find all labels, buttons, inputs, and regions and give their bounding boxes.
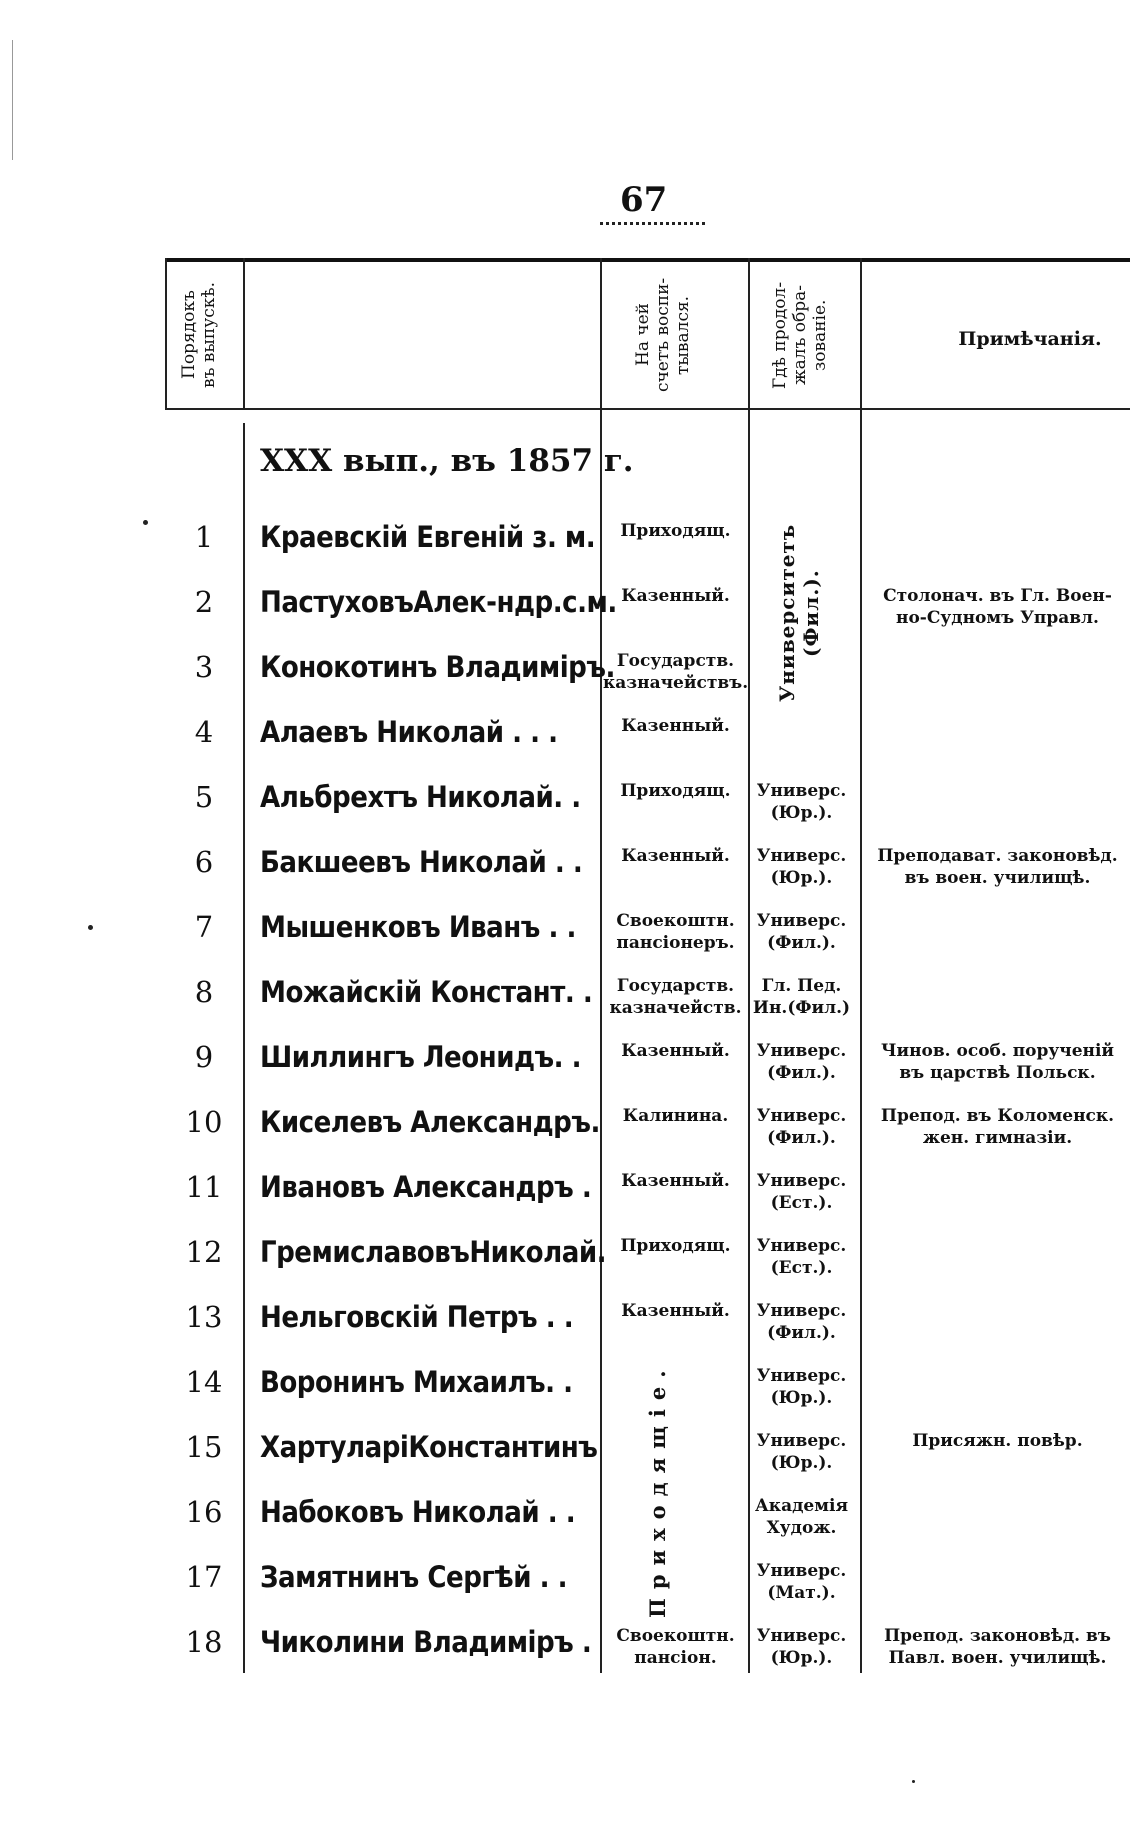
row-education: Гл. Пед. Ин.(Фил.)	[752, 976, 851, 1018]
row-funding: Казенный.	[621, 716, 730, 736]
row-name: ХартуларіКонстантинъ	[260, 1430, 598, 1464]
row-education: Универс. (Юр.).	[756, 846, 847, 888]
table-row	[165, 975, 1130, 1039]
row-notes: Чинов. особ. порученій въ царствѣ Польск.	[880, 1041, 1115, 1083]
row-number: 3	[194, 650, 214, 684]
print-speck	[912, 1780, 915, 1783]
row-funding: Казенный.	[621, 846, 730, 866]
row-education: Универс. (Фил.).	[756, 1106, 847, 1148]
row-number: 8	[194, 975, 214, 1009]
row-name: ПастуховъАлек-ндр.с.м.	[260, 585, 617, 619]
table-row	[165, 1235, 1130, 1299]
row-name: Конокотинъ Владиміръ.	[260, 650, 615, 684]
print-speck	[143, 520, 148, 525]
row-education: Универс. (Юр.).	[756, 1626, 847, 1668]
row-funding: Государств. казначействъ.	[603, 651, 749, 693]
row-education: Универс. (Юр.).	[756, 1366, 847, 1408]
row-number: 5	[194, 780, 214, 814]
row-number: 13	[185, 1300, 223, 1334]
row-funding: Казенный.	[621, 1301, 730, 1321]
page-edge-mark	[12, 40, 13, 160]
row-name: Нельговскій Петръ . .	[260, 1300, 574, 1334]
row-name: Алаевъ Николай . . .	[260, 715, 558, 749]
table-row	[165, 1105, 1130, 1169]
table-row	[165, 715, 1130, 779]
row-name: Мышенковъ Иванъ . .	[260, 910, 576, 944]
row-name: Киселевъ Александръ.	[260, 1105, 600, 1139]
row-funding: Приходящ.	[620, 1236, 731, 1256]
table-row	[165, 780, 1130, 844]
row-education: Универс. (Ест.).	[756, 1236, 847, 1278]
grouped-funding: Приходящіе.	[645, 1361, 670, 1618]
row-number: 7	[194, 910, 214, 944]
row-funding: Калинина.	[622, 1106, 729, 1126]
header-notes: Примѣчанія.	[958, 328, 1102, 350]
graduates-table	[165, 258, 1130, 1673]
header-order: Порядокъ въ выпускѣ.	[179, 281, 219, 389]
table-row	[165, 1040, 1130, 1104]
row-education: Универс. (Мат.).	[756, 1561, 847, 1603]
row-education: Академія Худож.	[754, 1496, 849, 1538]
row-number: 18	[185, 1625, 223, 1659]
row-education: Универс. (Фил.).	[756, 1041, 847, 1083]
table-row	[165, 585, 1130, 649]
row-number: 14	[185, 1365, 223, 1399]
row-number: 10	[185, 1105, 223, 1139]
row-funding: Своекоштн. пансіонеръ.	[616, 911, 735, 953]
row-number: 17	[185, 1560, 223, 1594]
row-funding: Казенный.	[621, 1041, 730, 1061]
grouped-education: Университетъ (Фил.).	[775, 523, 823, 703]
row-funding: Государств. казначейств.	[609, 976, 742, 1018]
table-top-rule	[165, 258, 1130, 262]
row-number: 9	[194, 1040, 214, 1074]
table-header-rule	[165, 408, 1130, 410]
table-row	[165, 845, 1130, 909]
row-notes: Присяжн. повѣр.	[912, 1431, 1083, 1451]
page-number-rule	[600, 222, 705, 225]
row-name: Бакшеевъ Николай . .	[260, 845, 583, 879]
row-notes: Препод. въ Коломенск. жен. гимназіи.	[880, 1106, 1115, 1148]
row-number: 2	[194, 585, 214, 619]
row-name: Шиллингъ Леонидъ. .	[260, 1040, 582, 1074]
table-row	[165, 1300, 1130, 1364]
row-name: Ивановъ Александръ .	[260, 1170, 592, 1204]
row-name: Набоковъ Николай . .	[260, 1495, 576, 1529]
row-notes: Преподават. законовѣд. въ воен. училищѣ.	[877, 846, 1118, 888]
table-row	[165, 1495, 1130, 1559]
row-number: 1	[194, 520, 214, 554]
row-name: Воронинъ Михаилъ. .	[260, 1365, 573, 1399]
row-education: Универс. (Фил.).	[756, 911, 847, 953]
row-funding: Своекоштн. пансіон.	[616, 1626, 735, 1668]
row-funding: Казенный.	[621, 1171, 730, 1191]
table-row	[165, 1625, 1130, 1689]
row-number: 16	[185, 1495, 223, 1529]
table-row	[165, 910, 1130, 974]
row-funding: Казенный.	[621, 586, 730, 606]
row-number: 6	[194, 845, 214, 879]
section-title: XXX вып., въ 1857 г.	[260, 443, 634, 479]
row-education: Универс. (Юр.).	[756, 781, 847, 823]
row-education: Универс. (Ест.).	[756, 1171, 847, 1213]
table-row	[165, 1170, 1130, 1234]
row-name: ГремиславовъНиколай.	[260, 1235, 607, 1269]
row-funding: Приходящ.	[620, 521, 731, 541]
table-row	[165, 650, 1130, 714]
row-name: Замятнинъ Сергѣй . .	[260, 1560, 567, 1594]
row-number: 15	[185, 1430, 223, 1464]
table-row	[165, 1430, 1130, 1494]
row-education: Универс. (Юр.).	[756, 1431, 847, 1473]
table-row	[165, 1560, 1130, 1624]
row-name: Краевскій Евгеній з. м.	[260, 520, 596, 554]
row-notes: Столонач. въ Гл. Воен- но-Судномъ Управл.	[883, 586, 1112, 628]
table-row	[165, 1365, 1130, 1429]
header-funding: На чей счетъ воспи- тывался.	[633, 277, 693, 393]
header-education: Гдѣ продол- жалъ обра- зованіе.	[770, 281, 830, 389]
column-rule	[165, 258, 167, 408]
row-education: Универс. (Фил.).	[756, 1301, 847, 1343]
row-notes: Препод. законовѣд. въ Павл. воен. училищѣ.	[884, 1626, 1111, 1668]
table-row	[165, 520, 1130, 584]
column-rule	[243, 258, 245, 408]
page-number: 67	[620, 180, 668, 220]
row-name: Чиколини Владиміръ .	[260, 1625, 592, 1659]
row-number: 4	[194, 715, 214, 749]
row-number: 12	[185, 1235, 223, 1269]
row-funding: Приходящ.	[620, 781, 731, 801]
print-speck	[88, 925, 93, 930]
row-name: Альбрехтъ Николай. .	[260, 780, 581, 814]
row-name: Можайскій Констант. .	[260, 975, 593, 1009]
row-number: 11	[185, 1170, 223, 1204]
